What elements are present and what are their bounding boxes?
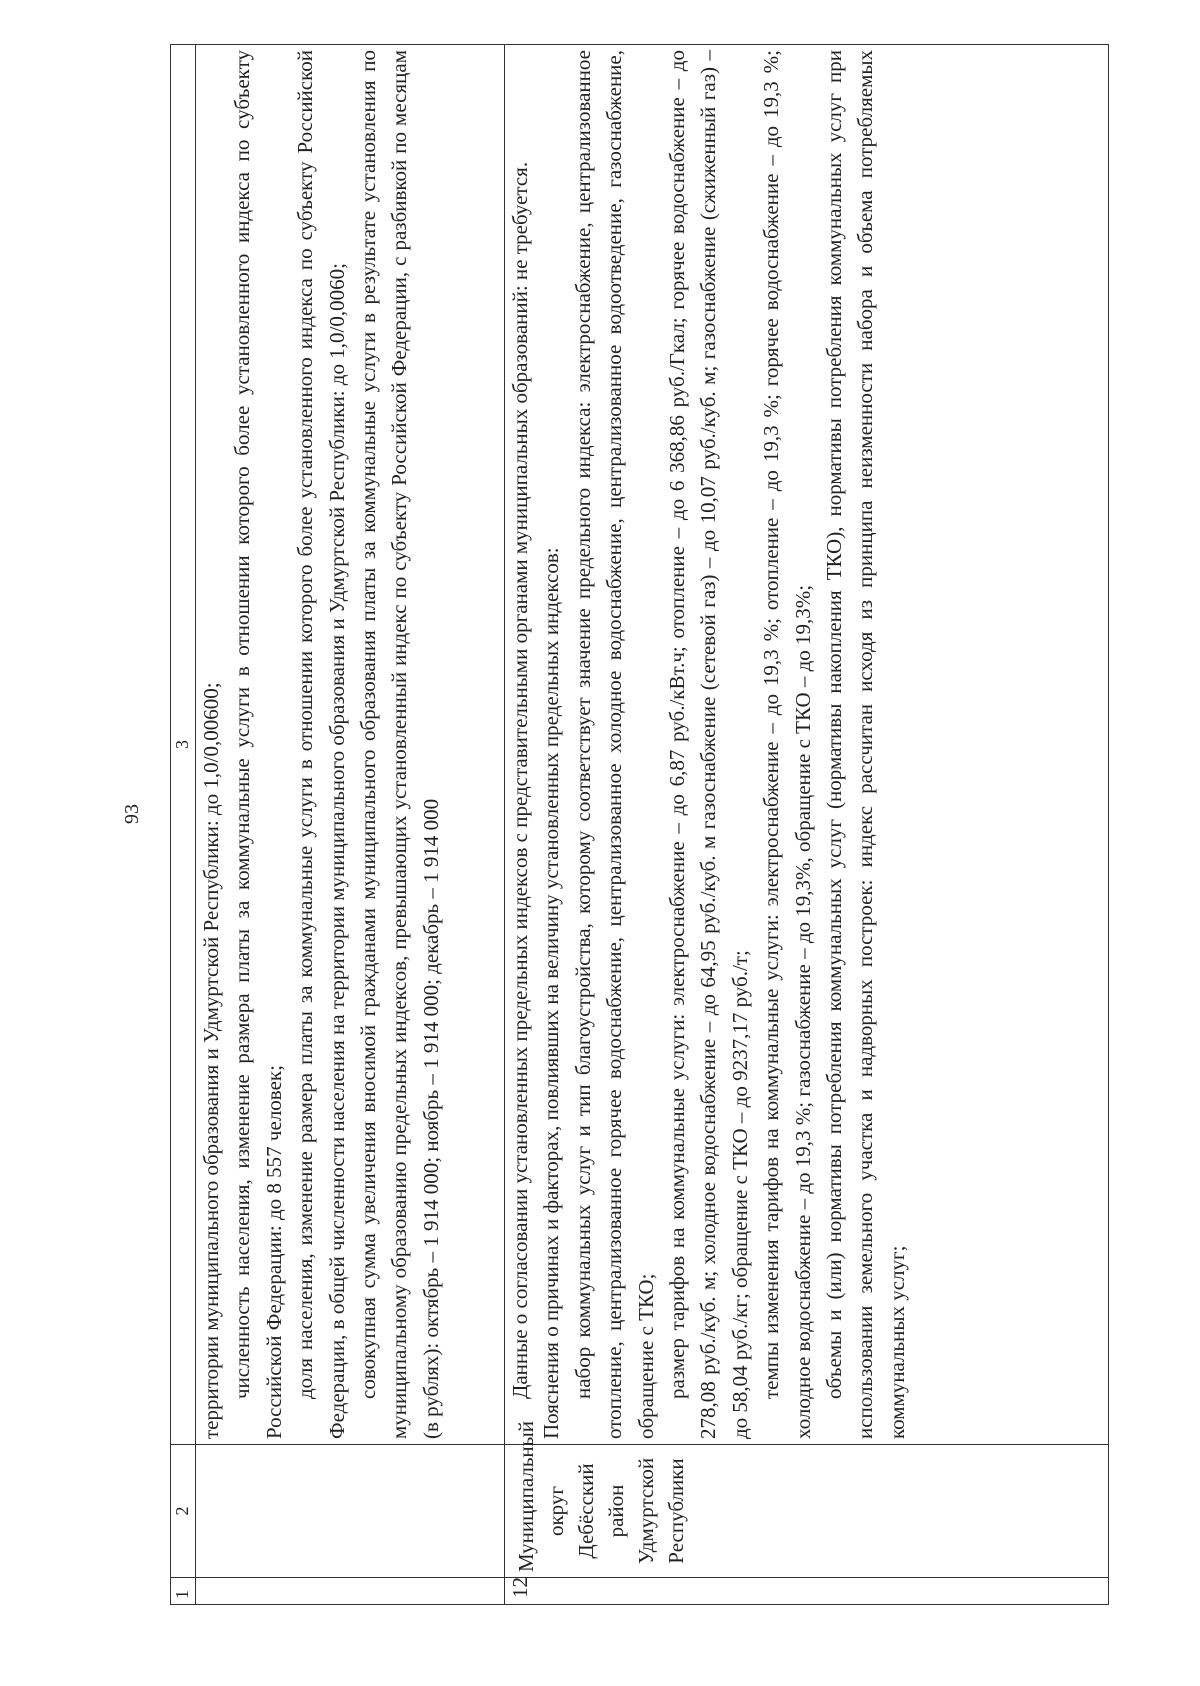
paragraph: доля населения, изменение размера платы за коммунальные услуги в отношении которого более установленного индекса по субъекту Российской Федерации, в общей численности населения на территории муниципального образования и Удмуртской Республики: до 1,0/0,0060; bbox=[293, 50, 349, 1439]
paragraph: набор коммунальных услуг и тип благоустройства, которому соответствует значение предельного индекса: электроснабжение, централизованное отопление, централизованное горячее водоснабжение, централизованное холодное водоснабжение, централизованное водоотведение, газоснабжение, обращение с ТКО; bbox=[570, 50, 658, 1439]
paragraph: объемы и (или) нормативы потребления коммунальных услуг (нормативы накопления ТКО), нормативы потребления коммунальных услуг при использовании земельного участка и надворных построек: индекс рассчитан исходя из принципа неизменности набора и объема потребляемых коммунальных услуг; bbox=[822, 50, 909, 1439]
paragraph: численность населения, изменение размера платы за коммунальные услуги в отношении которого более установленного индекса по субъекту Российской Федерации: до 8 557 человек; bbox=[230, 50, 286, 1439]
paragraph: размер тарифов на коммунальные услуги: электроснабжение – до 6,87 руб./кВт.ч; отопление – до 6 368,86 руб./Гкал; горячее водоснабжение – до 278,08 руб./куб. м; холодное водоснабжение – до 64,95 руб./куб. м газоснабжение (сетевой газ) – до 10,07 руб./куб. м; газоснабжение (сжиженный газ) – до 58,04 руб./кг; обращение с ТКО – до 9237,17 руб./т; bbox=[665, 50, 752, 1439]
table-row-continuation bbox=[196, 45, 505, 1605]
rotated-table-container bbox=[170, 45, 1098, 1605]
col-header-3: 3 bbox=[171, 45, 196, 1445]
paragraph: совокупная сумма увеличения вносимой гражданами муниципального образования платы за коммунальные услуги в результате установления по муниципальному образованию предельных индексов, превышающих установленный индекс по субъекту Российской Федерации, с разбивкой по месяцам (в рублях): октябрь – 1 914 000; ноябрь – 1 914 000; декабрь – 1 914 000 bbox=[356, 50, 443, 1439]
details-cell bbox=[196, 45, 505, 1445]
paragraph: территории муниципального образования и Удмуртской Республики: до 1,0/0,00600; bbox=[199, 682, 223, 1439]
indices-table bbox=[170, 44, 1109, 1605]
paragraph: Данные о согласовании установленных предельных индексов с представительными органами муниципальных образований: не требуется. bbox=[508, 161, 532, 1399]
page-number: 93 bbox=[121, 804, 143, 824]
col-header-1: 1 bbox=[171, 1578, 196, 1605]
municipality-cell: Муниципальный округ Дебёсский район Удмуртской Республики bbox=[505, 1445, 1109, 1578]
table-row-12 bbox=[505, 45, 1109, 1605]
col-header-2: 2 bbox=[171, 1445, 196, 1578]
paragraph: темпы изменения тарифов на коммунальные услуги: электроснабжение – до 19,3 %; отопление – до 19,3 %; горячее водоснабжение – до 19,3 %; холодное водоснабжение – до 19,3 %; газоснабжение – до 19,3%, обращение с ТКО – до 19,3%; bbox=[759, 50, 815, 1439]
column-number-header-row bbox=[171, 45, 196, 1605]
row-number-cell: 12 bbox=[505, 1578, 1109, 1605]
row-number-cell bbox=[196, 1578, 505, 1605]
paragraph: Пояснения о причинах и факторах, повлиявших на величину установленных предельных индексов: bbox=[539, 547, 564, 1439]
details-cell bbox=[505, 45, 1109, 1445]
municipality-cell bbox=[196, 1445, 505, 1578]
